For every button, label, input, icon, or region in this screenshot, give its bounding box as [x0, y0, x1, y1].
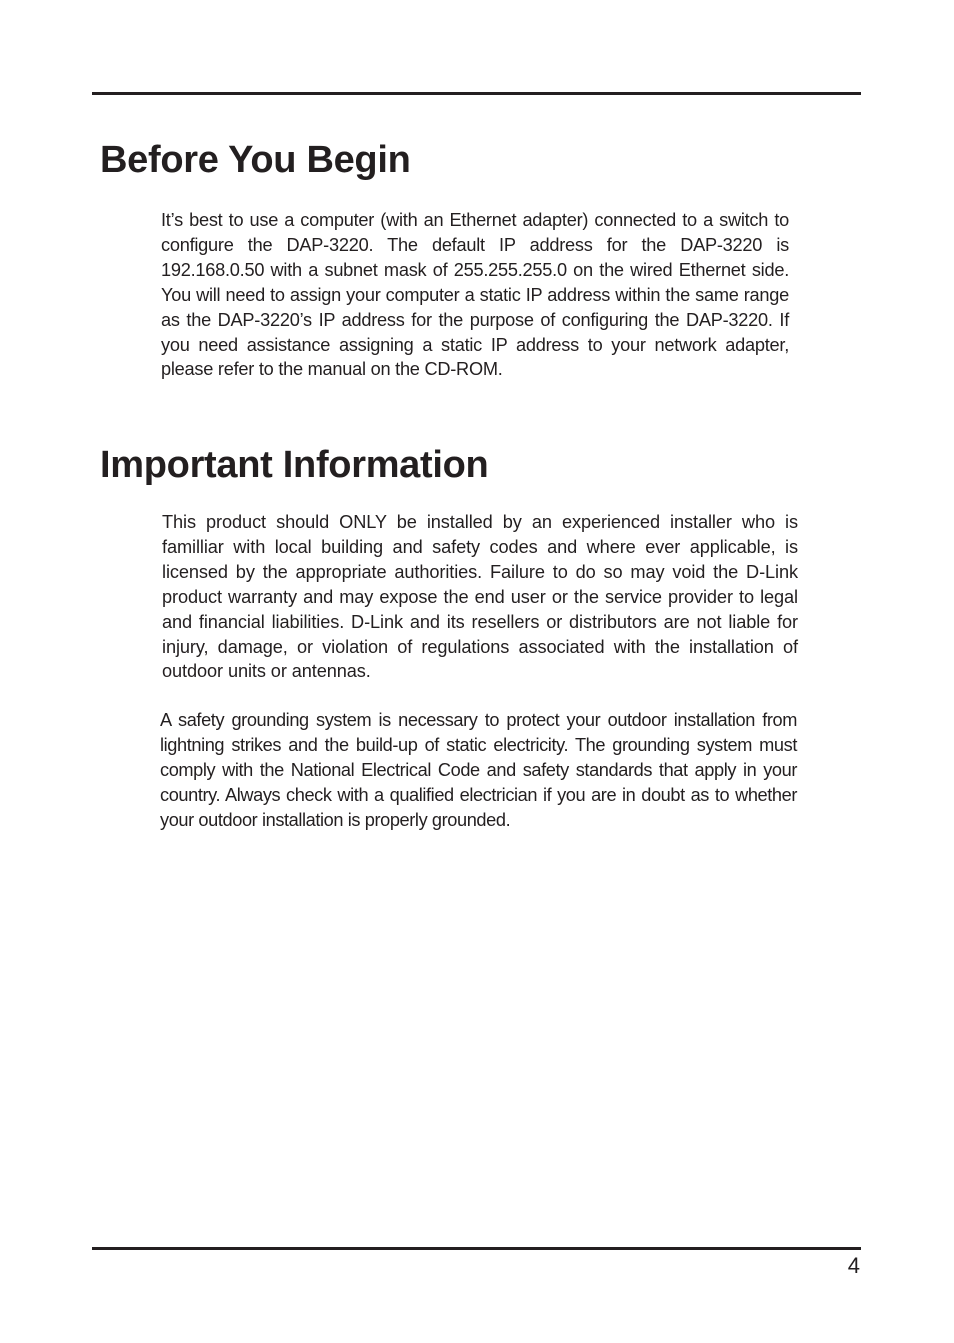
top-divider [92, 92, 861, 95]
before-you-begin-paragraph: It’s best to use a computer (with an Ethernet adapter) connected to a switch to configure the DAP-3220. The default IP address for the DAP-3220 is 192.168.0.50 with a subnet mask of 255.255.255.0 on the wired Ethernet side. You will need to assign your computer a static IP address within the same range as the DAP-3220’s IP address for the purpose of configuring the DAP-3220. If you need assistance assigning a static IP address to your network adapter, please refer to the manual on the CD-ROM. [161, 210, 789, 380]
section-heading-before-you-begin: Before You Begin [100, 139, 411, 181]
installer-warning-paragraph: This product should ONLY be installed by an experienced installer who is familliar with local building and safety codes and where ever applicable, is licensed by the appropriate authorities. Failure to do so may void the D-Link product warranty and may expose the end user or the service provider to legal and financial liabilities. D-Link and its resellers or distributors are not liable for injury, damage, or violation of regulations associated with the installation of outdoor units or antennas. [162, 512, 798, 682]
grounding-paragraph: A safety grounding system is necessary to protect your outdoor installation from lightning strikes and the build-up of static electricity. The grounding system must comply with the National Electrical Code and safety standards that apply in your country. Always check with a qualified electrician if you are in doubt as to whether your outdoor installation is properly grounded. [160, 710, 797, 830]
bottom-divider [92, 1247, 861, 1250]
page-number: 4 [847, 1253, 860, 1278]
section-heading-important-information: Important Information [100, 444, 489, 486]
